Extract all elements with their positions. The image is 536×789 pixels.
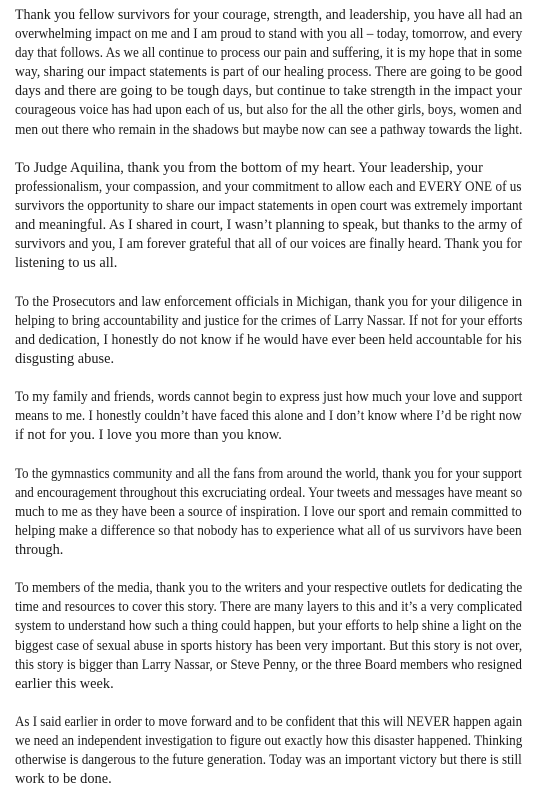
text-line: and dedication, I honestly do not know if he would have ever been held accountable for his bbox=[15, 331, 522, 348]
paragraph-prosecutors bbox=[15, 293, 522, 369]
text-line: biggest case of sexual abuse in sports history has been very important. But this story is not over, bbox=[15, 637, 523, 654]
paragraph-media bbox=[15, 579, 522, 694]
text-line: way, sharing our impact statements is part of our healing process. There are going to be good bbox=[15, 64, 523, 81]
text-line: disgusting abuse. bbox=[15, 350, 115, 367]
text-line: and meaningful. As I shared in court, I wasn’t planning to speak, but thanks to the army of bbox=[15, 217, 523, 234]
paragraph-family bbox=[15, 388, 522, 445]
text-line: day that follows. As we all continue to process our pain and suffering, it is my hope that in some bbox=[15, 45, 523, 62]
paragraph-judge bbox=[15, 159, 522, 274]
text-line: system to understand how such a thing could happen, but your efforts to help shine a light on the bbox=[15, 618, 522, 635]
text-line: this story is bigger than Larry Nassar, or Steve Penny, or the three Board members who resigned bbox=[15, 656, 522, 673]
text-line: days and there are going to be tough days, but continue to take strength in the impact your bbox=[15, 83, 522, 100]
text-line: otherwise is dangerous to the future generation. Today was an important victory but there is still bbox=[15, 752, 522, 769]
text-line: Thank you fellow survivors for your courage, strength, and leadership, you have all had an bbox=[15, 7, 523, 23]
text-line: As I said earlier in order to move forward and to be confident that this will NEVER happen again bbox=[15, 714, 523, 731]
text-line: listening to us all. bbox=[15, 255, 118, 272]
text-line: To members of the media, thank you to the writers and your respective outlets for dedicating the bbox=[15, 580, 523, 597]
text-line: helping to bring accountability and justice for the crimes of Larry Nassar. If not for your efforts bbox=[15, 312, 523, 329]
text-line: survivors the opportunity to share our impact statements in open court was extremely important bbox=[15, 198, 523, 215]
text-line: To my family and friends, words cannot begin to express just how much your love and support bbox=[15, 389, 523, 406]
text-line: To Judge Aquilina, thank you from the bottom of my heart. Your leadership, your bbox=[15, 159, 483, 176]
text-line: To the gymnastics community and all the fans from around the world, thank you for your support bbox=[15, 465, 522, 482]
text-line: earlier this week. bbox=[15, 675, 114, 692]
paragraph-survivors bbox=[15, 6, 522, 140]
text-line: To the Prosecutors and law enforcement officials in Michigan, thank you for your diligence in bbox=[15, 293, 523, 310]
text-line: means to me. I honestly couldn’t have faced this alone and I don’t know where I’d be right now bbox=[15, 408, 522, 425]
paragraph-investigation bbox=[15, 713, 522, 789]
text-line: helping make a difference so that nobody has to experience what all of us survivors have been bbox=[15, 522, 522, 539]
text-line: much to me as they have been a source of inspiration. I love our sport and remain committed to bbox=[15, 503, 522, 520]
text-line: and encouragement throughout this excruciating ordeal. Your tweets and messages have meant so bbox=[15, 484, 523, 501]
text-line: courageous voice has had upon each of us, but also for the all the other girls, boys, women and bbox=[15, 102, 522, 119]
text-line: overwhelming impact on me and I am proud to stand with you all – today, tomorrow, and every bbox=[15, 26, 523, 43]
text-line: professionalism, your compassion, and your commitment to allow each and EVERY ONE of us bbox=[15, 178, 522, 195]
text-line: men out there who remain in the shadows but maybe now can see a pathway towards the light. bbox=[15, 121, 523, 138]
text-line: work to be done. bbox=[15, 771, 112, 788]
text-line: through. bbox=[15, 542, 64, 558]
text-line: time and resources to cover this story. There are many layers to this and it’s a very complicated bbox=[15, 599, 523, 616]
paragraph-gymnastics-community bbox=[15, 465, 522, 560]
text-line: survivors and you, I am forever grateful that all of our voices are finally heard. Thank you for bbox=[15, 236, 522, 253]
text-line: if not for you. I love you more than you know. bbox=[15, 427, 282, 444]
text-line: we need an independent investigation to figure out exactly how this disaster happened. Thinking bbox=[15, 733, 523, 750]
